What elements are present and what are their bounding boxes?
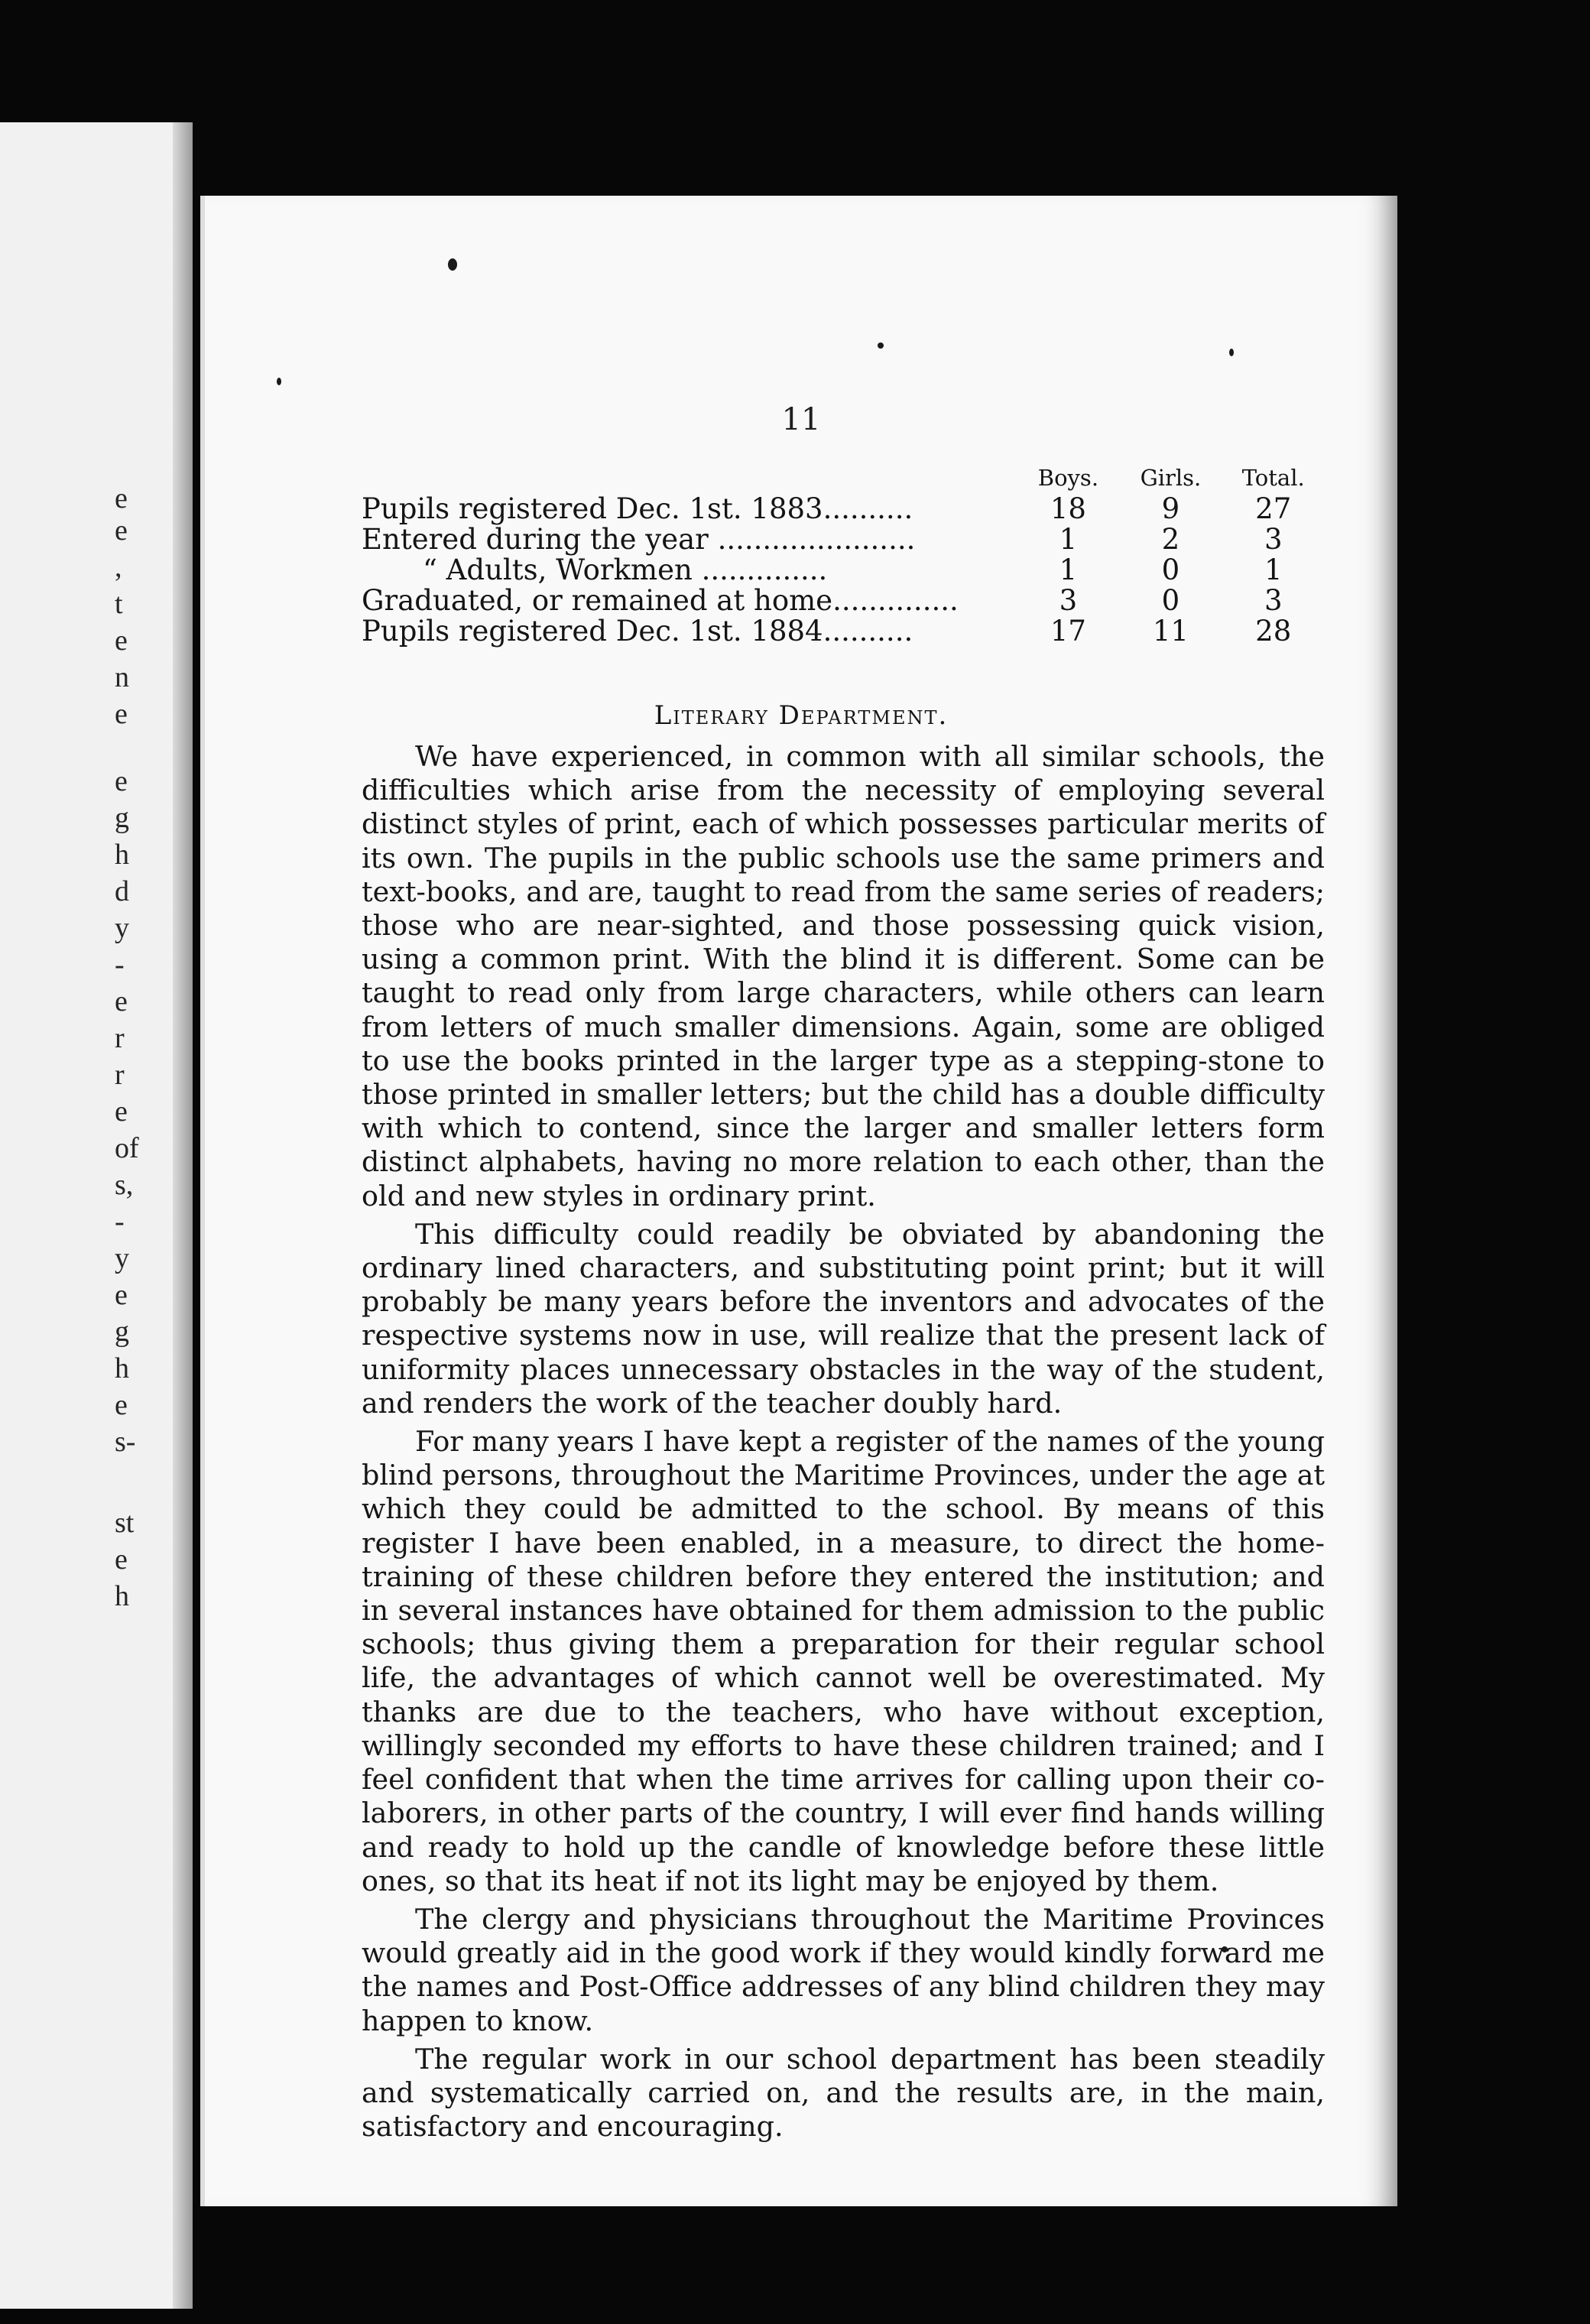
page-fragment: r (115, 1059, 125, 1091)
page-fragment: t (115, 588, 123, 620)
table-header-row (362, 465, 1325, 494)
page-number: 11 (781, 402, 821, 437)
page-fragment: d (115, 875, 129, 907)
paragraph: The clergy and physicians throughout the Maritime Provinces would greatly aid in the good work if they would kindly forward me the names and Post-Office addresses of any blind children they may happen to know. (362, 1902, 1325, 2037)
boys-value: 18 (1050, 492, 1086, 525)
page-fragment: e (115, 625, 128, 657)
label-column-header (362, 465, 1017, 494)
previous-page-edge (0, 122, 193, 2309)
row-label: “ Adults, Workmen .............. (423, 553, 828, 586)
boys-value: 3 (1059, 584, 1078, 617)
page-fragment: g (115, 802, 129, 834)
page-fragment: of (115, 1132, 139, 1164)
table-row (362, 555, 1325, 586)
girls-value: 0 (1161, 584, 1180, 617)
page-fragment: - (115, 1206, 125, 1238)
paragraph: We have experienced, in common with all similar schools, the difficulties which arise from the necessity of employing several distinct styles of print, each of which possesses particular merits of its own. The pupils in the public schools use the same primers and text-books, and are, taught to read from the same series of readers; those who are near-sighted, and those possessing quick vision, using a common print. With the blind it is different. Some can be taught to read only from large characters, while others can learn from letters of much smaller dimensions. Again, some are obliged to use the books printed in the larger type as a stepping-stone to those printed in smaller letters; but the child has a double difficulty with which to contend, since the larger and smaller letters form distinct alphabets, having no more relation to each other, than the old and new styles in ordinary print. (362, 740, 1325, 1212)
paragraph: This difficulty could readily be obviated by abandoning the ordinary lined characters, and substituting point print; but it will probably be many years before the inventors and advocates of the respective systems now in use, will realize that the present lack of uniformity places unnecessary obstacles in the way of the student, and renders the work of the teacher doubly hard. (362, 1217, 1325, 1420)
page-fragment: e (115, 1095, 128, 1128)
girls-column-header: Girls. (1140, 465, 1202, 491)
page-fragment: y (115, 1242, 129, 1274)
girls-value: 2 (1161, 523, 1180, 556)
total-value: 1 (1264, 553, 1283, 586)
page-fragment: e (115, 1543, 128, 1576)
page-fragment: n (115, 661, 129, 693)
total-value: 3 (1264, 523, 1283, 556)
page-fragment: g (115, 1316, 129, 1348)
girls-value: 11 (1152, 615, 1189, 648)
ink-speck (1229, 349, 1234, 356)
boys-value: 17 (1050, 615, 1086, 648)
page-fragment: s, (115, 1169, 134, 1201)
total-column-header: Total. (1241, 465, 1305, 491)
row-label: Pupils registered Dec. 1st. 1883.......... (362, 492, 913, 525)
ink-speck (277, 378, 281, 385)
page-fragment: st (115, 1507, 135, 1539)
body-text (362, 740, 1325, 2148)
row-label: Entered during the year ...................... (362, 523, 916, 556)
page-fragment: e (115, 514, 128, 547)
page-fragment: e (115, 1279, 128, 1311)
row-label: Graduated, or remained at home.............. (362, 584, 959, 617)
total-value: 28 (1255, 615, 1292, 648)
page-fragment: - (115, 949, 125, 981)
ink-speck (448, 258, 457, 271)
ink-speck (878, 342, 884, 349)
pupil-statistics-table (362, 465, 1325, 647)
table-row (362, 524, 1325, 555)
boys-value: 1 (1059, 523, 1078, 556)
boys-value: 1 (1059, 553, 1078, 586)
table-row (362, 616, 1325, 647)
scanned-page (200, 196, 1397, 2206)
girls-value: 0 (1161, 553, 1180, 586)
page-fragment: , (115, 551, 122, 583)
page-fragment: s- (115, 1426, 136, 1458)
page-fragment: r (115, 1022, 125, 1054)
page-fragment: e (115, 765, 128, 797)
paragraph: The regular work in our school department has been steadily and systematically carried on, and the results are, in the main, satisfactory and encouraging. (362, 2042, 1325, 2144)
page-fragment: e (115, 698, 128, 730)
girls-value: 9 (1161, 492, 1180, 525)
page-fragment: h (115, 1352, 129, 1384)
section-heading: Literary Department. (654, 700, 949, 731)
boys-column-header: Boys. (1037, 465, 1099, 491)
page-fragment: y (115, 912, 129, 944)
row-label: Pupils registered Dec. 1st. 1884.......... (362, 615, 913, 648)
total-value: 27 (1255, 492, 1292, 525)
paragraph: For many years I have kept a register of the names of the young blind persons, throughout the Maritime Provinces, under the age at which they could be admitted to the school. By means of this register I have been enabled, in a measure, to direct the home-training of these children before they entered the institution; and in several instances have obtained for them admission to the public schools; thus giving them a preparation for their regular school life, the advantages of which cannot well be overestimated. My thanks are due to the teachers, who have without exception, willingly seconded my efforts to have these children trained; and I feel confident that when the time arrives for calling upon their co-laborers, in other parts of the country, I will ever find hands willing and ready to hold up the candle of knowledge before these little ones, so that its heat if not its light may be enjoyed by them. (362, 1425, 1325, 1897)
total-value: 3 (1264, 584, 1283, 617)
page-fragment: e (115, 1389, 128, 1421)
page-fragment: e (115, 985, 128, 1018)
page-fragment: e (115, 482, 128, 514)
table-row (362, 586, 1325, 616)
page-fragment: h (115, 1580, 129, 1612)
table-row (362, 494, 1325, 524)
page-fragment: h (115, 839, 129, 871)
